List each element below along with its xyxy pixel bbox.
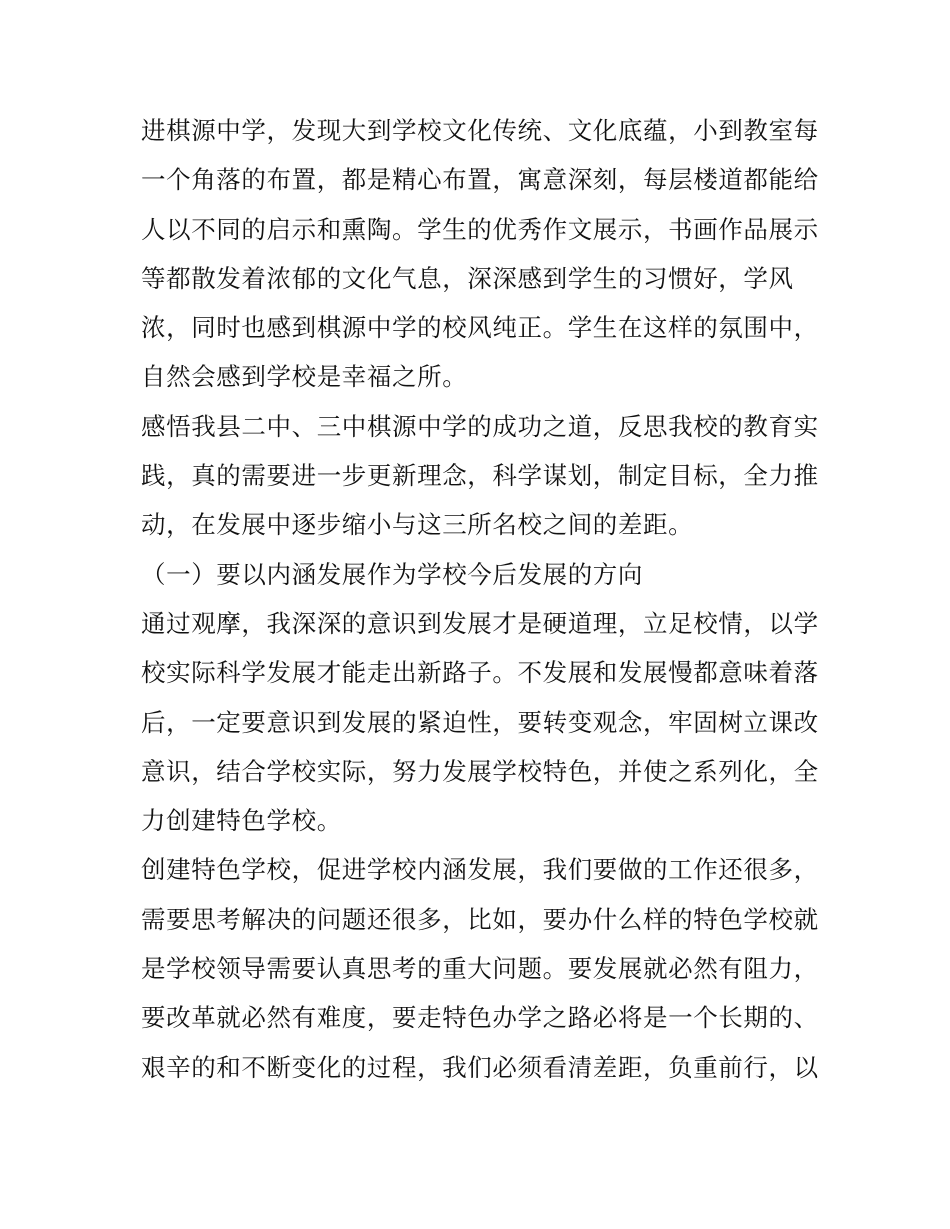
- text-line: 通过观摩，我深深的意识到发展才是硬道理，立足校情，以学: [141, 608, 819, 638]
- body-text: [141, 106, 821, 1092]
- text-line: 浓，同时也感到棋源中学的校风纯正。学生在这样的氛围中，: [141, 313, 819, 343]
- text-line: 动，在发展中逐步缩小与这三所名校之间的差距。: [141, 510, 694, 540]
- text-line: 人以不同的启示和熏陶。学生的优秀作文展示，书画作品展示: [141, 214, 819, 244]
- text-line: 创建特色学校，促进学校内涵发展，我们要做的工作还很多，: [141, 855, 819, 885]
- text-line: 需要思考解决的问题还很多，比如，要办什么样的特色学校就: [141, 904, 819, 934]
- text-line: 校实际科学发展才能走出新路子。不发展和发展慢都意味着落: [141, 658, 819, 688]
- text-line: 等都散发着浓郁的文化气息，深深感到学生的习惯好，学风: [141, 263, 794, 293]
- text-line: 力创建特色学校。: [141, 806, 342, 836]
- text-line: 后，一定要意识到发展的紧迫性，要转变观念，牢固树立课改: [141, 707, 819, 737]
- text-line: 艰辛的和不断变化的过程，我们必须看清差距，负重前行，以: [141, 1052, 819, 1082]
- text-line: 要改革就必然有难度，要走特色办学之路必将是一个长期的、: [141, 1003, 819, 1033]
- text-line: 感悟我县二中、三中棋源中学的成功之道，反思我校的教育实: [141, 411, 819, 441]
- text-line: 一个角落的布置，都是精心布置，寓意深刻，每层楼道都能给: [141, 165, 819, 195]
- text-line: 践，真的需要进一步更新理念，科学谋划，制定目标，全力推: [141, 461, 819, 491]
- text-line: 意识，结合学校实际，努力发展学校特色，并使之系列化，全: [141, 756, 819, 786]
- text-line: 自然会感到学校是幸福之所。: [141, 362, 468, 392]
- text-line: 进棋源中学，发现大到学校文化传统、文化底蕴，小到教室每: [141, 116, 819, 145]
- text-line: 是学校领导需要认真思考的重大问题。要发展就必然有阻力，: [141, 954, 819, 984]
- section-heading: （一）要以内涵发展作为学校今后发展的方向: [141, 559, 643, 589]
